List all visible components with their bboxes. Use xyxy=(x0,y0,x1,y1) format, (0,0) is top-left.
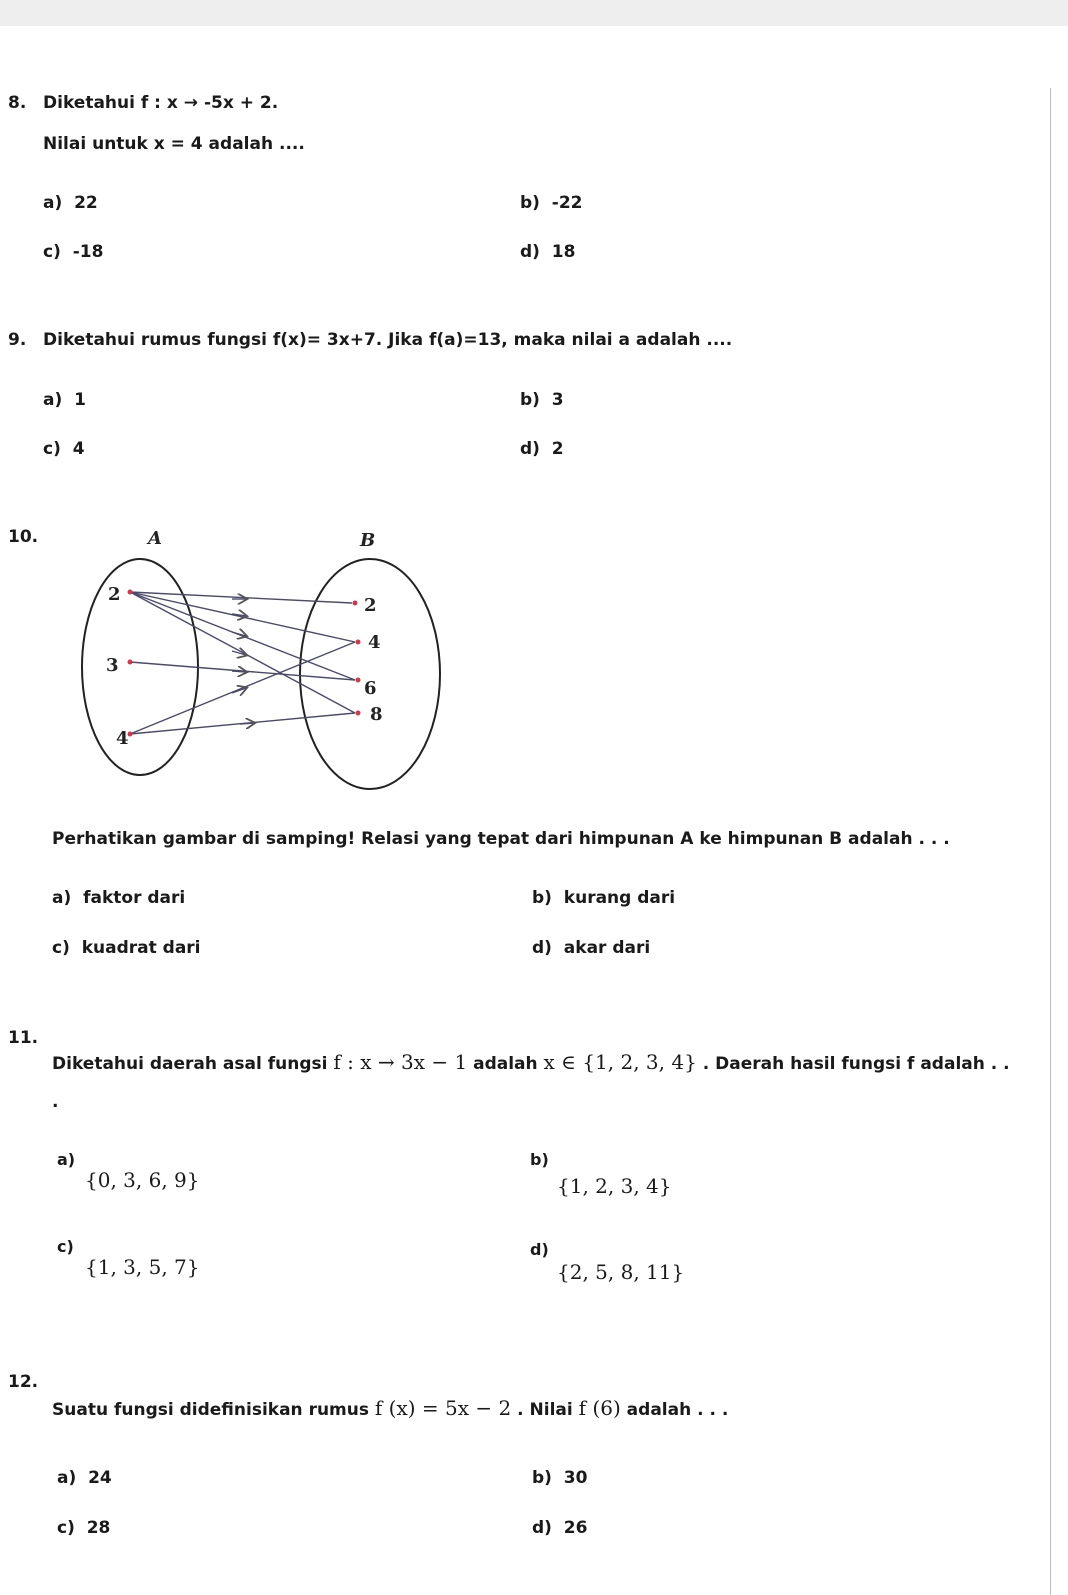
question-8-option-a[interactable]: a) 22 xyxy=(43,193,98,213)
set-b-element-2: 2 xyxy=(364,595,377,616)
set-a-ellipse xyxy=(82,559,198,775)
question-11-number: 11. xyxy=(8,1028,39,1048)
relation-line-3-6 xyxy=(130,662,355,680)
top-bar xyxy=(0,0,1068,26)
question-9-stem: Diketahui rumus fungsi f(x)= 3x+7. Jika f(a)=13, maka nilai a adalah .... xyxy=(43,330,733,350)
question-12-option-c[interactable]: c) 28 xyxy=(57,1518,111,1538)
question-12-stem: Suatu fungsi didefinisikan rumus f (x) = 5x − 2 . Nilai f (6) adalah . . . xyxy=(52,1396,729,1420)
set-b-ellipse xyxy=(300,559,440,789)
relation-line-2-6 xyxy=(130,592,355,680)
question-10-number: 10. xyxy=(8,527,39,547)
relation-line-4-4 xyxy=(130,642,355,734)
question-11-stem-wrap: . xyxy=(52,1092,59,1112)
relation-arrows xyxy=(130,592,355,734)
question-11-domain: x ∈ {1, 2, 3, 4} xyxy=(543,1050,697,1074)
question-8-option-c[interactable]: c) -18 xyxy=(43,242,104,262)
question-9-option-a[interactable]: a) 1 xyxy=(43,390,86,410)
question-10-option-a[interactable]: a) faktor dari xyxy=(52,888,186,908)
set-a-element-2: 2 xyxy=(108,584,121,605)
dot-b-2 xyxy=(353,601,358,606)
question-10-stem: Perhatikan gambar di samping! Relasi yang tepat dari himpunan A ke himpunan B adalah . . . xyxy=(52,829,950,849)
question-9-option-b[interactable]: b) 3 xyxy=(520,390,564,410)
question-9-number: 9. xyxy=(8,330,27,350)
arrow-head-5 xyxy=(232,671,246,672)
question-12-formula: f (x) = 5x − 2 xyxy=(374,1396,512,1420)
set-a-element-4: 4 xyxy=(116,728,129,749)
set-a-element-3: 3 xyxy=(106,655,119,676)
question-8-stem: Diketahui f : x → -5x + 2. xyxy=(43,93,279,113)
arrow-head-3 xyxy=(232,632,246,636)
question-12-number: 12. xyxy=(8,1372,39,1392)
question-10-option-d[interactable]: d) akar dari xyxy=(532,938,651,958)
question-11-formula: f : x → 3x − 1 xyxy=(333,1050,468,1074)
question-12-option-a[interactable]: a) 24 xyxy=(57,1468,112,1488)
question-9-option-d[interactable]: d) 2 xyxy=(520,439,564,459)
dot-b-6 xyxy=(356,678,361,683)
question-10-option-b[interactable]: b) kurang dari xyxy=(532,888,676,908)
question-12-option-b[interactable]: b) 30 xyxy=(532,1468,588,1488)
set-b-element-8: 8 xyxy=(370,704,383,725)
set-b-element-4: 4 xyxy=(368,632,381,653)
set-a-label: A xyxy=(148,528,162,549)
question-8-option-b[interactable]: b) -22 xyxy=(520,193,583,213)
dot-a-2 xyxy=(128,590,133,595)
element-dots xyxy=(128,590,361,737)
question-9-option-c[interactable]: c) 4 xyxy=(43,439,85,459)
dot-b-4 xyxy=(356,640,361,645)
question-12-option-d[interactable]: d) 26 xyxy=(532,1518,588,1538)
right-border-line xyxy=(1050,88,1051,1595)
question-8-stem-line2: Nilai untuk x = 4 adalah .... xyxy=(43,134,305,154)
question-10-option-c[interactable]: c) kuadrat dari xyxy=(52,938,201,958)
arrow-head-7 xyxy=(240,723,254,724)
relation-line-2-8 xyxy=(130,592,355,713)
relation-diagram xyxy=(0,520,470,790)
set-b-label: B xyxy=(360,530,376,551)
question-12-expression: f (6) xyxy=(578,1396,621,1420)
dot-b-8 xyxy=(356,711,361,716)
question-8-option-d[interactable]: d) 18 xyxy=(520,242,576,262)
question-8-number: 8. xyxy=(8,93,27,113)
dot-a-3 xyxy=(128,660,133,665)
set-b-element-6: 6 xyxy=(364,678,377,699)
question-11-stem: Diketahui daerah asal fungsi f : x → 3x − 1 adalah x ∈ {1, 2, 3, 4} . Daerah hasil fungsi f adalah . . xyxy=(52,1050,1010,1074)
